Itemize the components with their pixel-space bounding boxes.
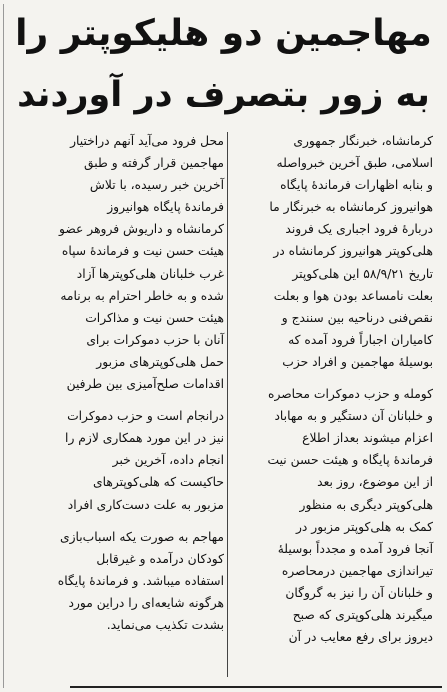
bottom-rule <box>70 686 442 688</box>
right-column <box>233 130 433 648</box>
paragraph: محل فرود می‌آید آنهم دراختیار مهاجمین قرار گرفته و طبق آخرین خبر رسیده، با تلاش فرماندۀ پایگاه هوانیروز کرمانشاه و داریوش فروهر عضو هیئت حسن نیت و فرماندۀ سپاه غرب خلبانان هلی‌کوپترها آزاد شده و به خاطر احترام به برنامه هیئت حسن نیت و مذاکرات آنان با حزب دموکرات برای حمل هلی‌کوپترهای مزبور اقدامات صلح‌آمیزی بین طرفین <box>59 134 224 392</box>
paragraph: کومله و حزب دموکرات محاصره و خلبانان آن دستگیر و به مهاباد اعزام میشوند بعداز اطلاع فرماندۀ پایگاه و هیئت حسن نیت از این موضوع، روز بعد هلی‌کوپتر دیگری به منظور کمک به هلی‌کوپتر مزبور در آنجا فرود آمده و مجدداً بوسیلۀ تیراندازی مهاجمین درمحاصره و خلبانان آن را نیز به گروگان میگیرند هلی‌کوپتری که صبح دیروز برای رفع معایب در آن <box>267 387 433 645</box>
paragraph: مهاجم به صورت یکه اسباب‌بازی کودکان درآمده و غیرقابل استفاده میباشد. و فرماندۀ پایگاه هرگونه شایعه‌ای را دراین مورد بشدت تکذیب می‌نماید. <box>57 529 224 632</box>
clipping-edge <box>3 4 4 688</box>
left-column <box>12 130 224 636</box>
headline-line-1: مهاجمین دو هلیکوپتر را <box>15 13 432 54</box>
headline-line-2: به زور بتصرف در آوردند <box>17 75 430 115</box>
column-divider <box>227 132 228 677</box>
paragraph: کرمانشاه، خبرنگار جمهوری اسلامی، طبق آخرین خبرواصله و بنابه اظهارات فرماندۀ پایگاه هوانیروز کرمانشاه به خبرنگار ما دربارۀ فرود اجباری یک فروند هلی‌کوپتر هوانیروز کرمانشاه در تاریخ ۵۸/۹/۲۱ این هلی‌کوپتر بعلت نامساعد بودن هوا و بعلت نقص‌فنی درناحیه بین سنندج و کامیاران اجباراً فرود آمده که بوسیلۀ مهاجمین و افراد حزب <box>269 134 433 369</box>
paragraph: درانجام است و حزب دموکرات نیز در این مورد همکاری لازم را انجام داده، آخرین خبر حاکیست که هلی‌کوپترهای مزبور به علت دست‌کاری افراد <box>65 409 224 512</box>
